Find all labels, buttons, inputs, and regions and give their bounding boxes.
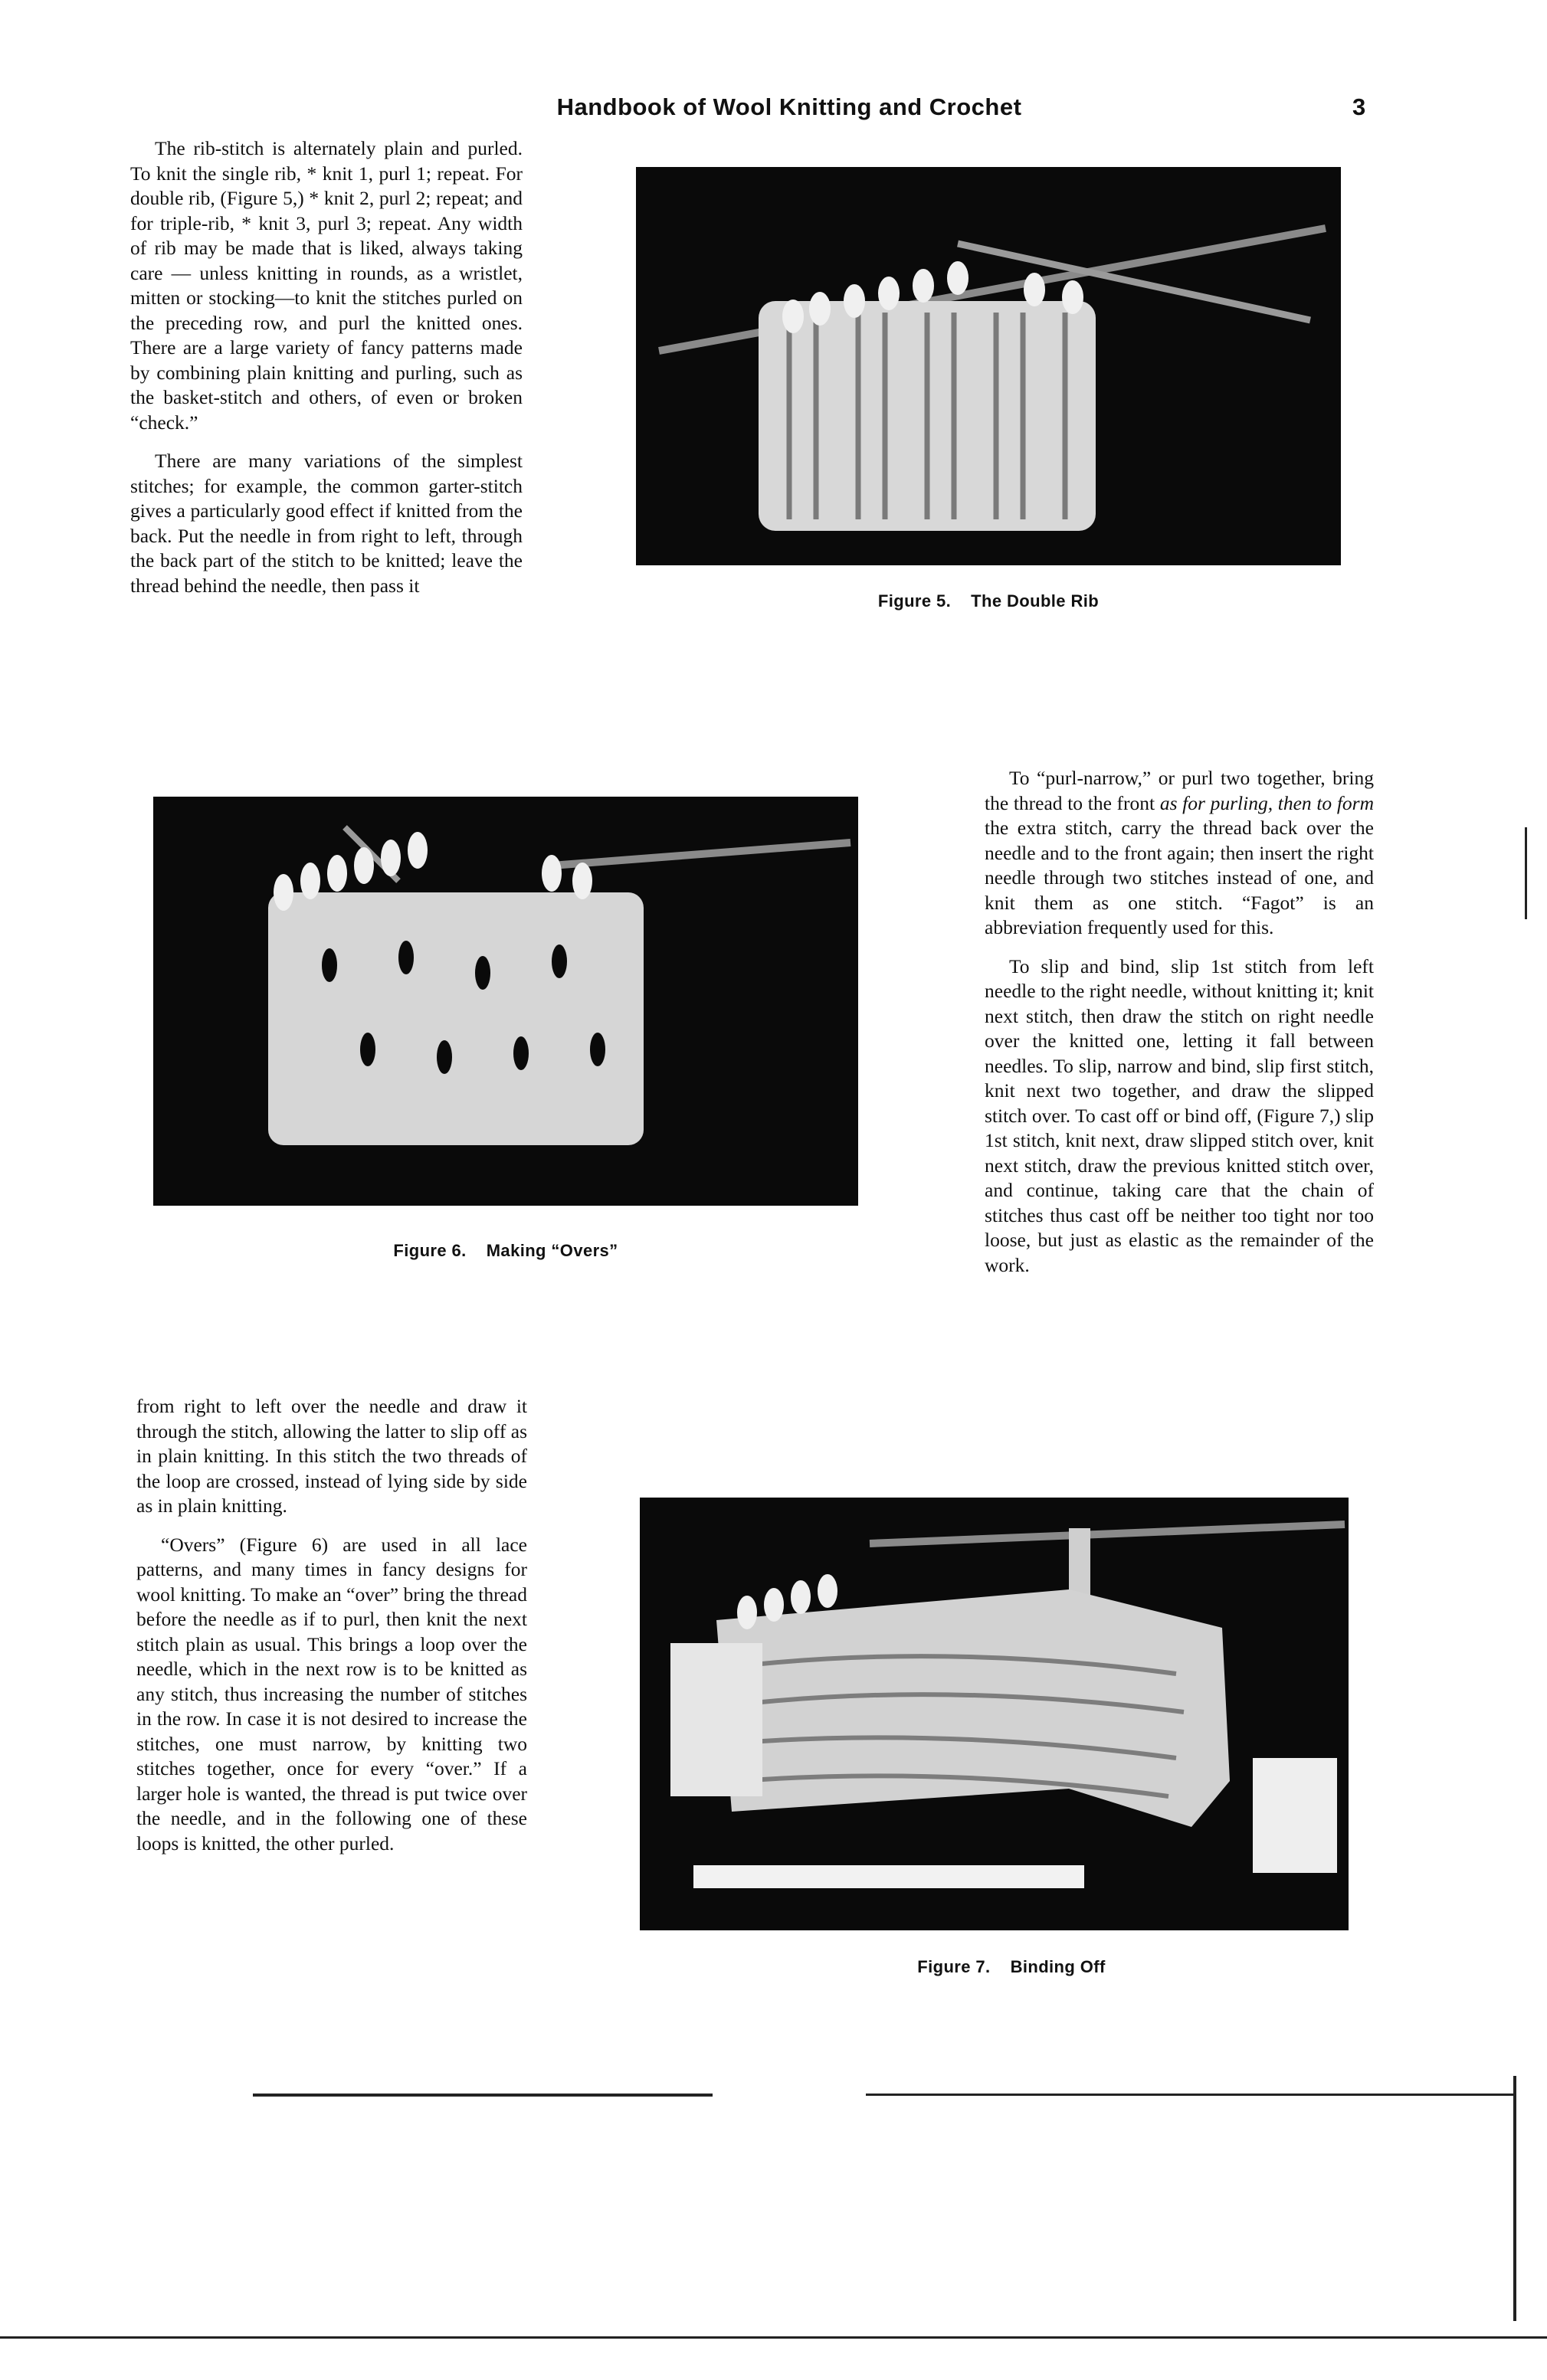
paragraph-rib-stitch: The rib-stitch is alternately plain and purled. To knit the single rib, * knit 1, purl 1; repeat. For double rib, (Figure 5,) * knit 2, purl 2; repeat; and for triple-rib, * knit 3, purl 3; repeat. Any width of rib may be made that is liked, always taking care — unless knitting in rounds, as a wristlet, mitten or stocking—to knit the stitches purled on the preceding row, and purl the knitted ones. There are a large variety of fancy patterns made by combining plain knitting and purling, such as the basket-stitch and others, of even or broken “check.”	[130, 137, 523, 434]
figure-6-caption	[314, 1241, 697, 1261]
paragraph-continued: from right to left over the needle and draw it through the stitch, allowing the latter to slip off as in plain knitting. In this stitch the two threads of the loop are crossed, instead of lying side by side as in plain knitting.	[136, 1395, 527, 1517]
text-column-bottom-left	[136, 1394, 527, 1870]
figure-6-number: Figure 6.	[393, 1241, 467, 1260]
knitting-swatch-binding-off-image	[640, 1498, 1349, 1930]
paragraph-variations: There are many variations of the simplest stitches; for example, the common garter-stitch gives a particularly good effect if knitted from the back. Put the needle in from right to left, through the back part of the stitch to be knitted; leave the thread behind the needle, then pass it	[130, 450, 523, 597]
purl-narrow-text-b: the extra stitch, carry the thread back over the needle and to the front again; then insert the right needle through two stitches instead of one, and knit them as one stitch. “Fagot” is an abbreviation frequently used for this.	[985, 817, 1374, 938]
knitting-swatch-double-rib-image	[636, 167, 1341, 565]
edge-line-right-top	[1525, 827, 1527, 919]
horizontal-rule-right	[866, 2094, 1513, 2096]
purl-narrow-text-italic: as for purling, then to form	[1159, 791, 1375, 814]
knitting-swatch-overs-image	[153, 797, 858, 1206]
paragraph-purl-narrow	[985, 766, 1374, 941]
figure-5-caption	[797, 591, 1180, 611]
running-head-title: Handbook of Wool Knitting and Crochet	[556, 93, 1022, 120]
edge-line-bottom	[0, 2336, 1547, 2339]
edge-line-right-bottom	[1513, 2076, 1516, 2321]
purl-narrow-text-a: To “purl-narrow,” or purl two together, bring the thread to the front	[985, 767, 1374, 814]
figure-6-title: Making “Overs”	[486, 1241, 618, 1260]
figure-5-photo	[636, 167, 1341, 565]
text-column-top-left	[130, 136, 523, 612]
text-column-mid-right	[985, 766, 1374, 1291]
figure-7-photo	[640, 1498, 1349, 1930]
figure-7-number: Figure 7.	[917, 1957, 991, 1976]
figure-7-title: Binding Off	[1010, 1957, 1106, 1976]
paragraph-slip-and-bind: To slip and bind, slip 1st stitch from left needle to the right needle, without knitting it; knit next stitch, then draw the stitch on right needle over the knitted one, letting it fall between needles. To slip, narrow and bind, slip first stitch, knit next two together, and draw the slipped stitch over. To cast off or bind off, (Figure 7,) slip 1st stitch, knit next, draw slipped stitch over, knit next stitch, draw the previous knitted stitch over, and continue, taking care that the chain of stitches thus cast off be neither too tight nor too loose, but just as elastic as the remainder of the work.	[985, 954, 1374, 1276]
figure-5-title: The Double Rib	[971, 591, 1100, 611]
horizontal-rule-left	[253, 2094, 713, 2097]
figure-6-photo	[153, 797, 858, 1206]
page-number: 3	[1352, 93, 1366, 120]
figure-5-number: Figure 5.	[877, 591, 952, 611]
paragraph-overs: “Overs” (Figure 6) are used in all lace patterns, and many times in fancy designs for wool knitting. To make an “over” bring the thread before the needle as if to purl, then knit the next stitch plain as usual. This brings a loop over the needle, which in the next row is to be knitted as any stitch, thus increasing the number of stitches in the row. In case it is not desired to increase the stitches, one must narrow, by knitting two stitches together, once for every “over.” If a larger hole is wanted, the thread is put twice over the needle, and in the following one of these loops is knitted, the other purled.	[136, 1533, 527, 1855]
figure-7-caption	[820, 1957, 1203, 1977]
